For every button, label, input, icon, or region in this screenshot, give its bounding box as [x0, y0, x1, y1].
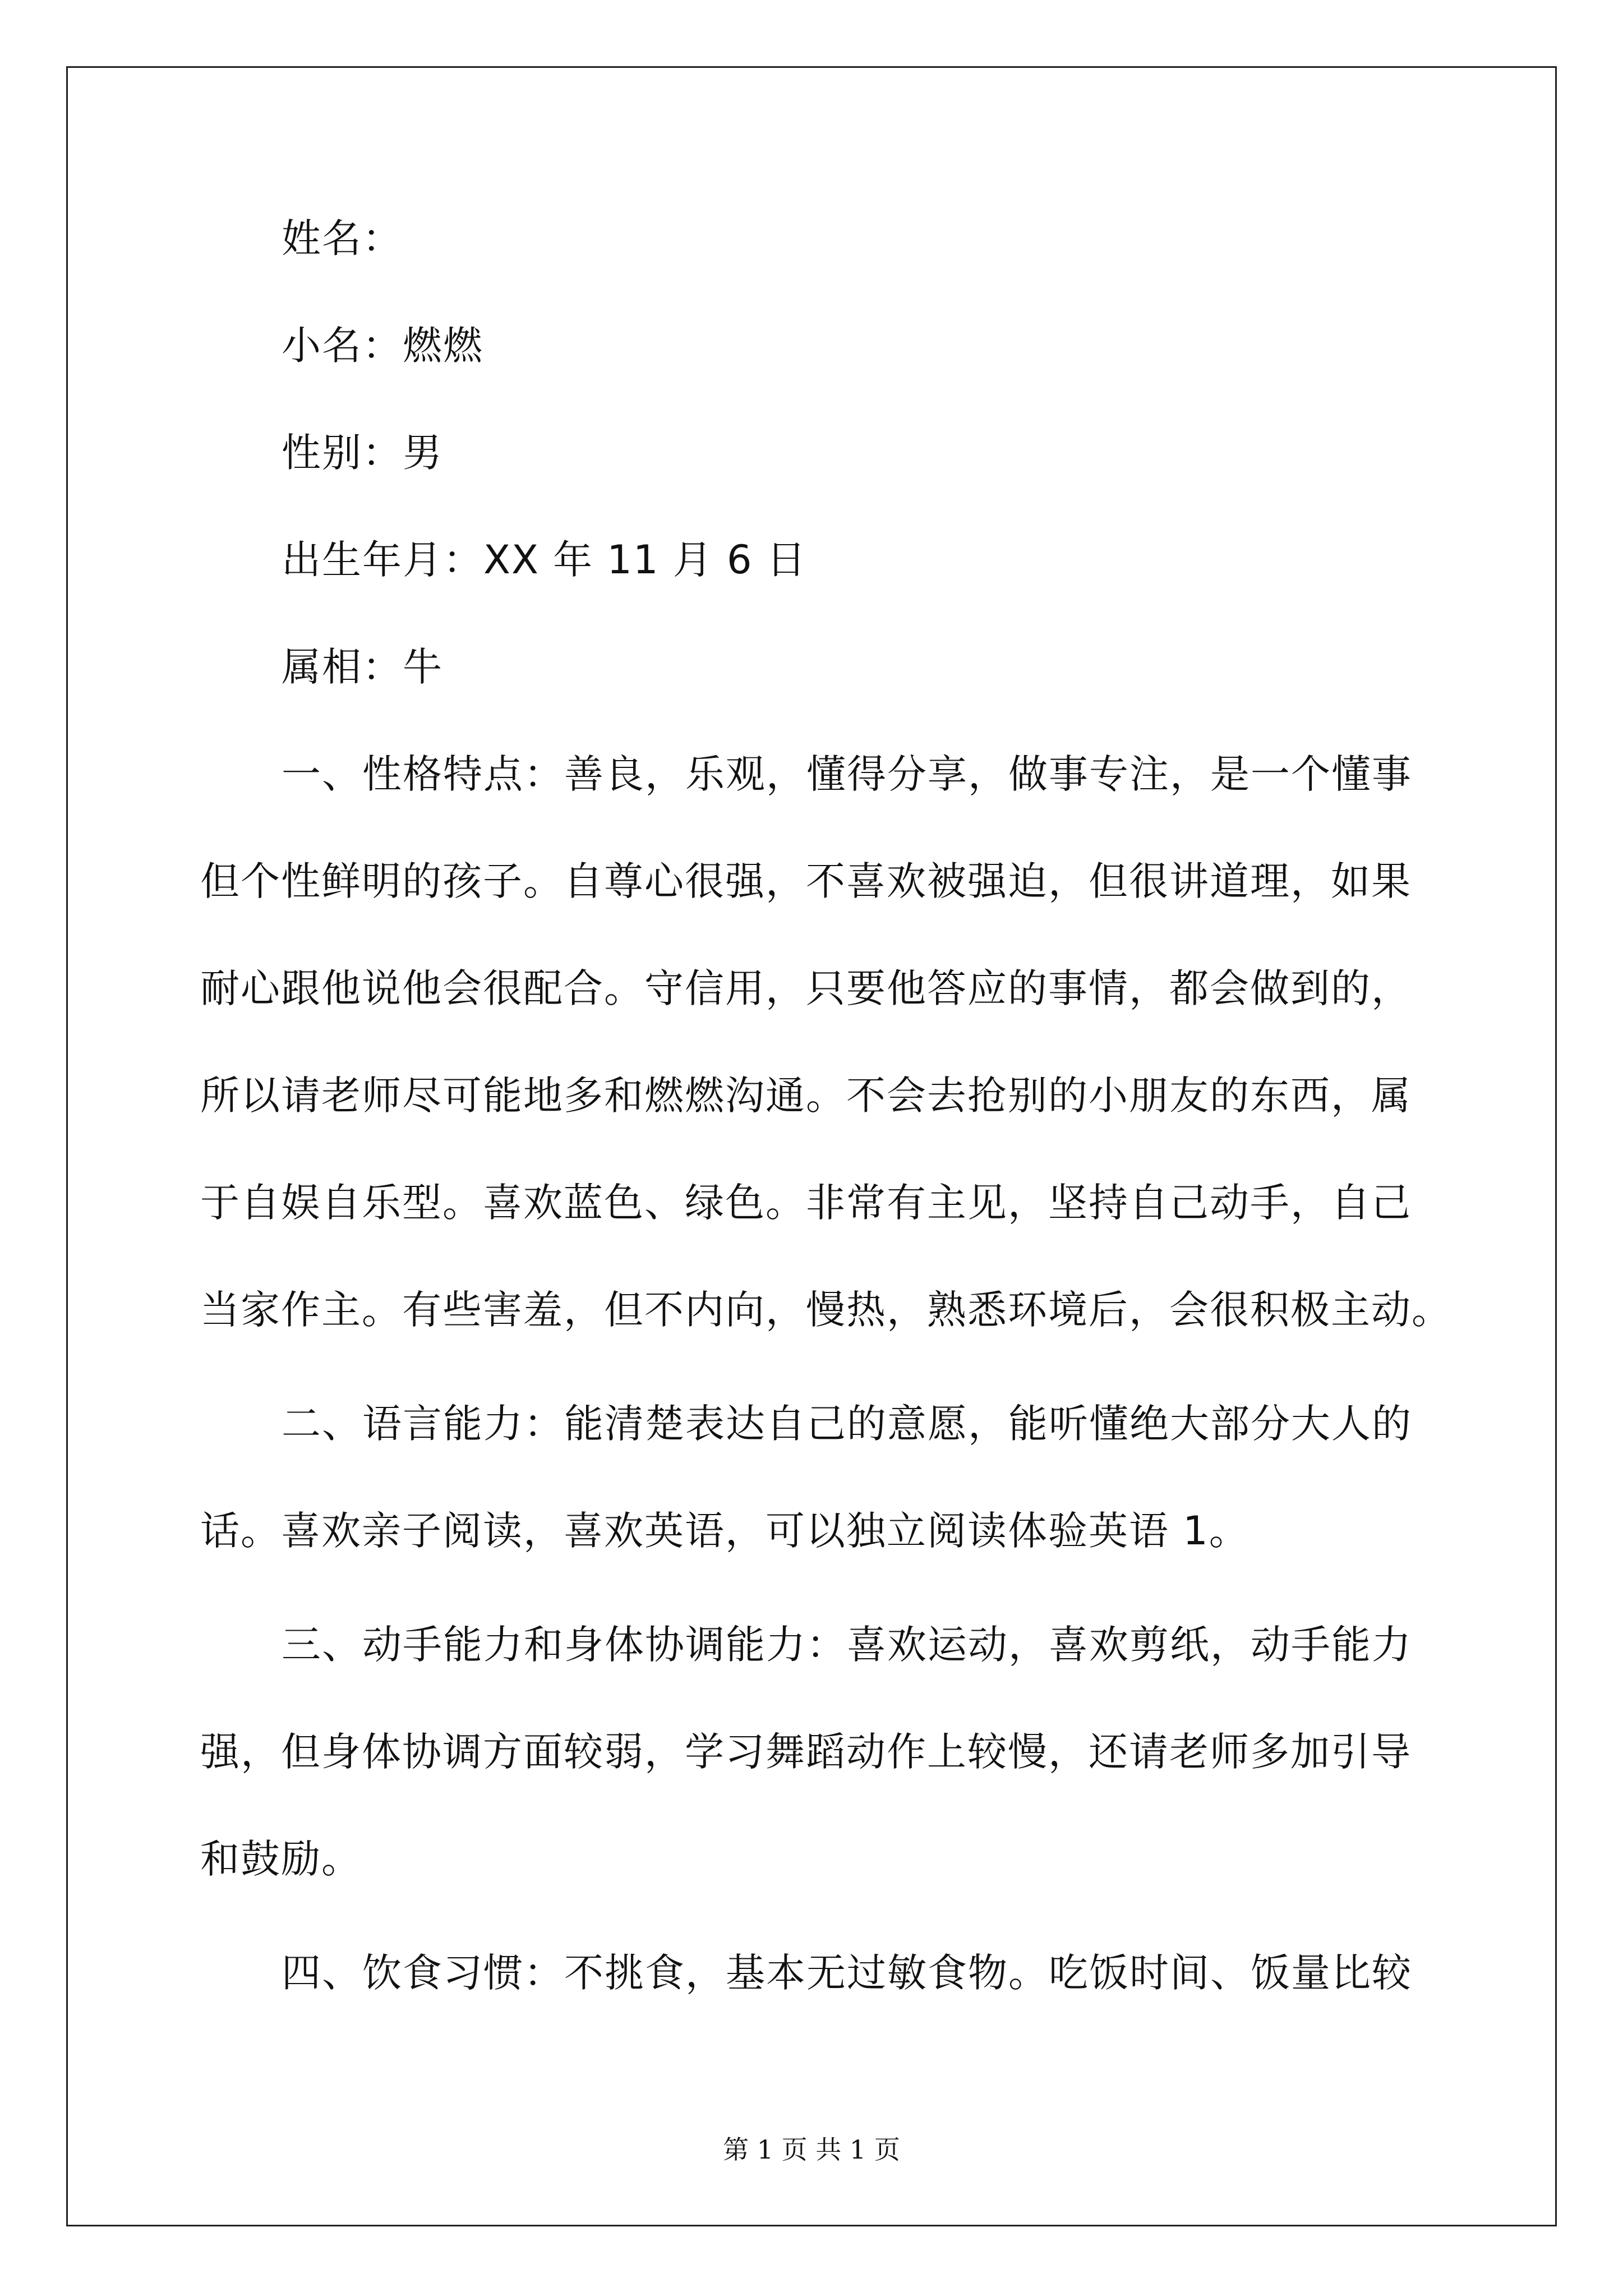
paragraph-line: 一、性格特点：善良，乐观，懂得分享，做事专注，是一个懂事: [282, 751, 1412, 797]
paragraph-line: 当家作主。有些害羞，但不内向，慢热，熟悉环境后，会很积极主动。: [200, 1287, 1452, 1333]
name-line: 姓名：: [282, 215, 403, 261]
document-body: [200, 215, 1452, 2060]
gender-line: 性别：男: [282, 430, 443, 476]
page-footer: 第 1 页 共 1 页: [723, 2134, 900, 2165]
paragraph-line: 于自娱自乐型。喜欢蓝色、绿色。非常有主见，坚持自己动手，自己: [200, 1180, 1412, 1226]
paragraph-line: 二、语言能力：能清楚表达自己的意愿，能听懂绝大部分大人的: [282, 1401, 1412, 1447]
paragraph-motor-skills: [200, 1622, 1434, 1882]
zodiac-line: 属相：牛: [282, 644, 443, 690]
paragraph-language: [200, 1401, 1434, 1554]
paragraph-line: 强，但身体协调方面较弱，学习舞蹈动作上较慢，还请老师多加引导: [200, 1729, 1412, 1775]
paragraph-line: 和鼓励。: [200, 1836, 362, 1882]
paragraph-line: 话。喜欢亲子阅读，喜欢英语，可以独立阅读体验英语 1。: [200, 1508, 1249, 1554]
paragraph-line: 四、饮食习惯：不挑食，基本无过敏食物。吃饭时间、饭量比较: [282, 1950, 1412, 1996]
paragraph-eating-habits: [200, 1950, 1434, 1996]
paragraph-line: 但个性鲜明的孩子。自尊心很强，不喜欢被强迫，但很讲道理，如果: [200, 858, 1412, 904]
nickname-line: 小名：燃燃: [282, 323, 483, 369]
paragraph-personality: [200, 751, 1452, 1333]
paragraph-line: 三、动手能力和身体协调能力：喜欢运动，喜欢剪纸，动手能力: [282, 1622, 1412, 1668]
paragraph-line: 耐心跟他说他会很配合。守信用，只要他答应的事情，都会做到的，: [200, 965, 1412, 1011]
paragraph-line: 所以请老师尽可能地多和燃燃沟通。不会去抢别的小朋友的东西，属: [200, 1073, 1412, 1119]
birth-line: 出生年月：XX 年 11 月 6 日: [282, 537, 807, 583]
